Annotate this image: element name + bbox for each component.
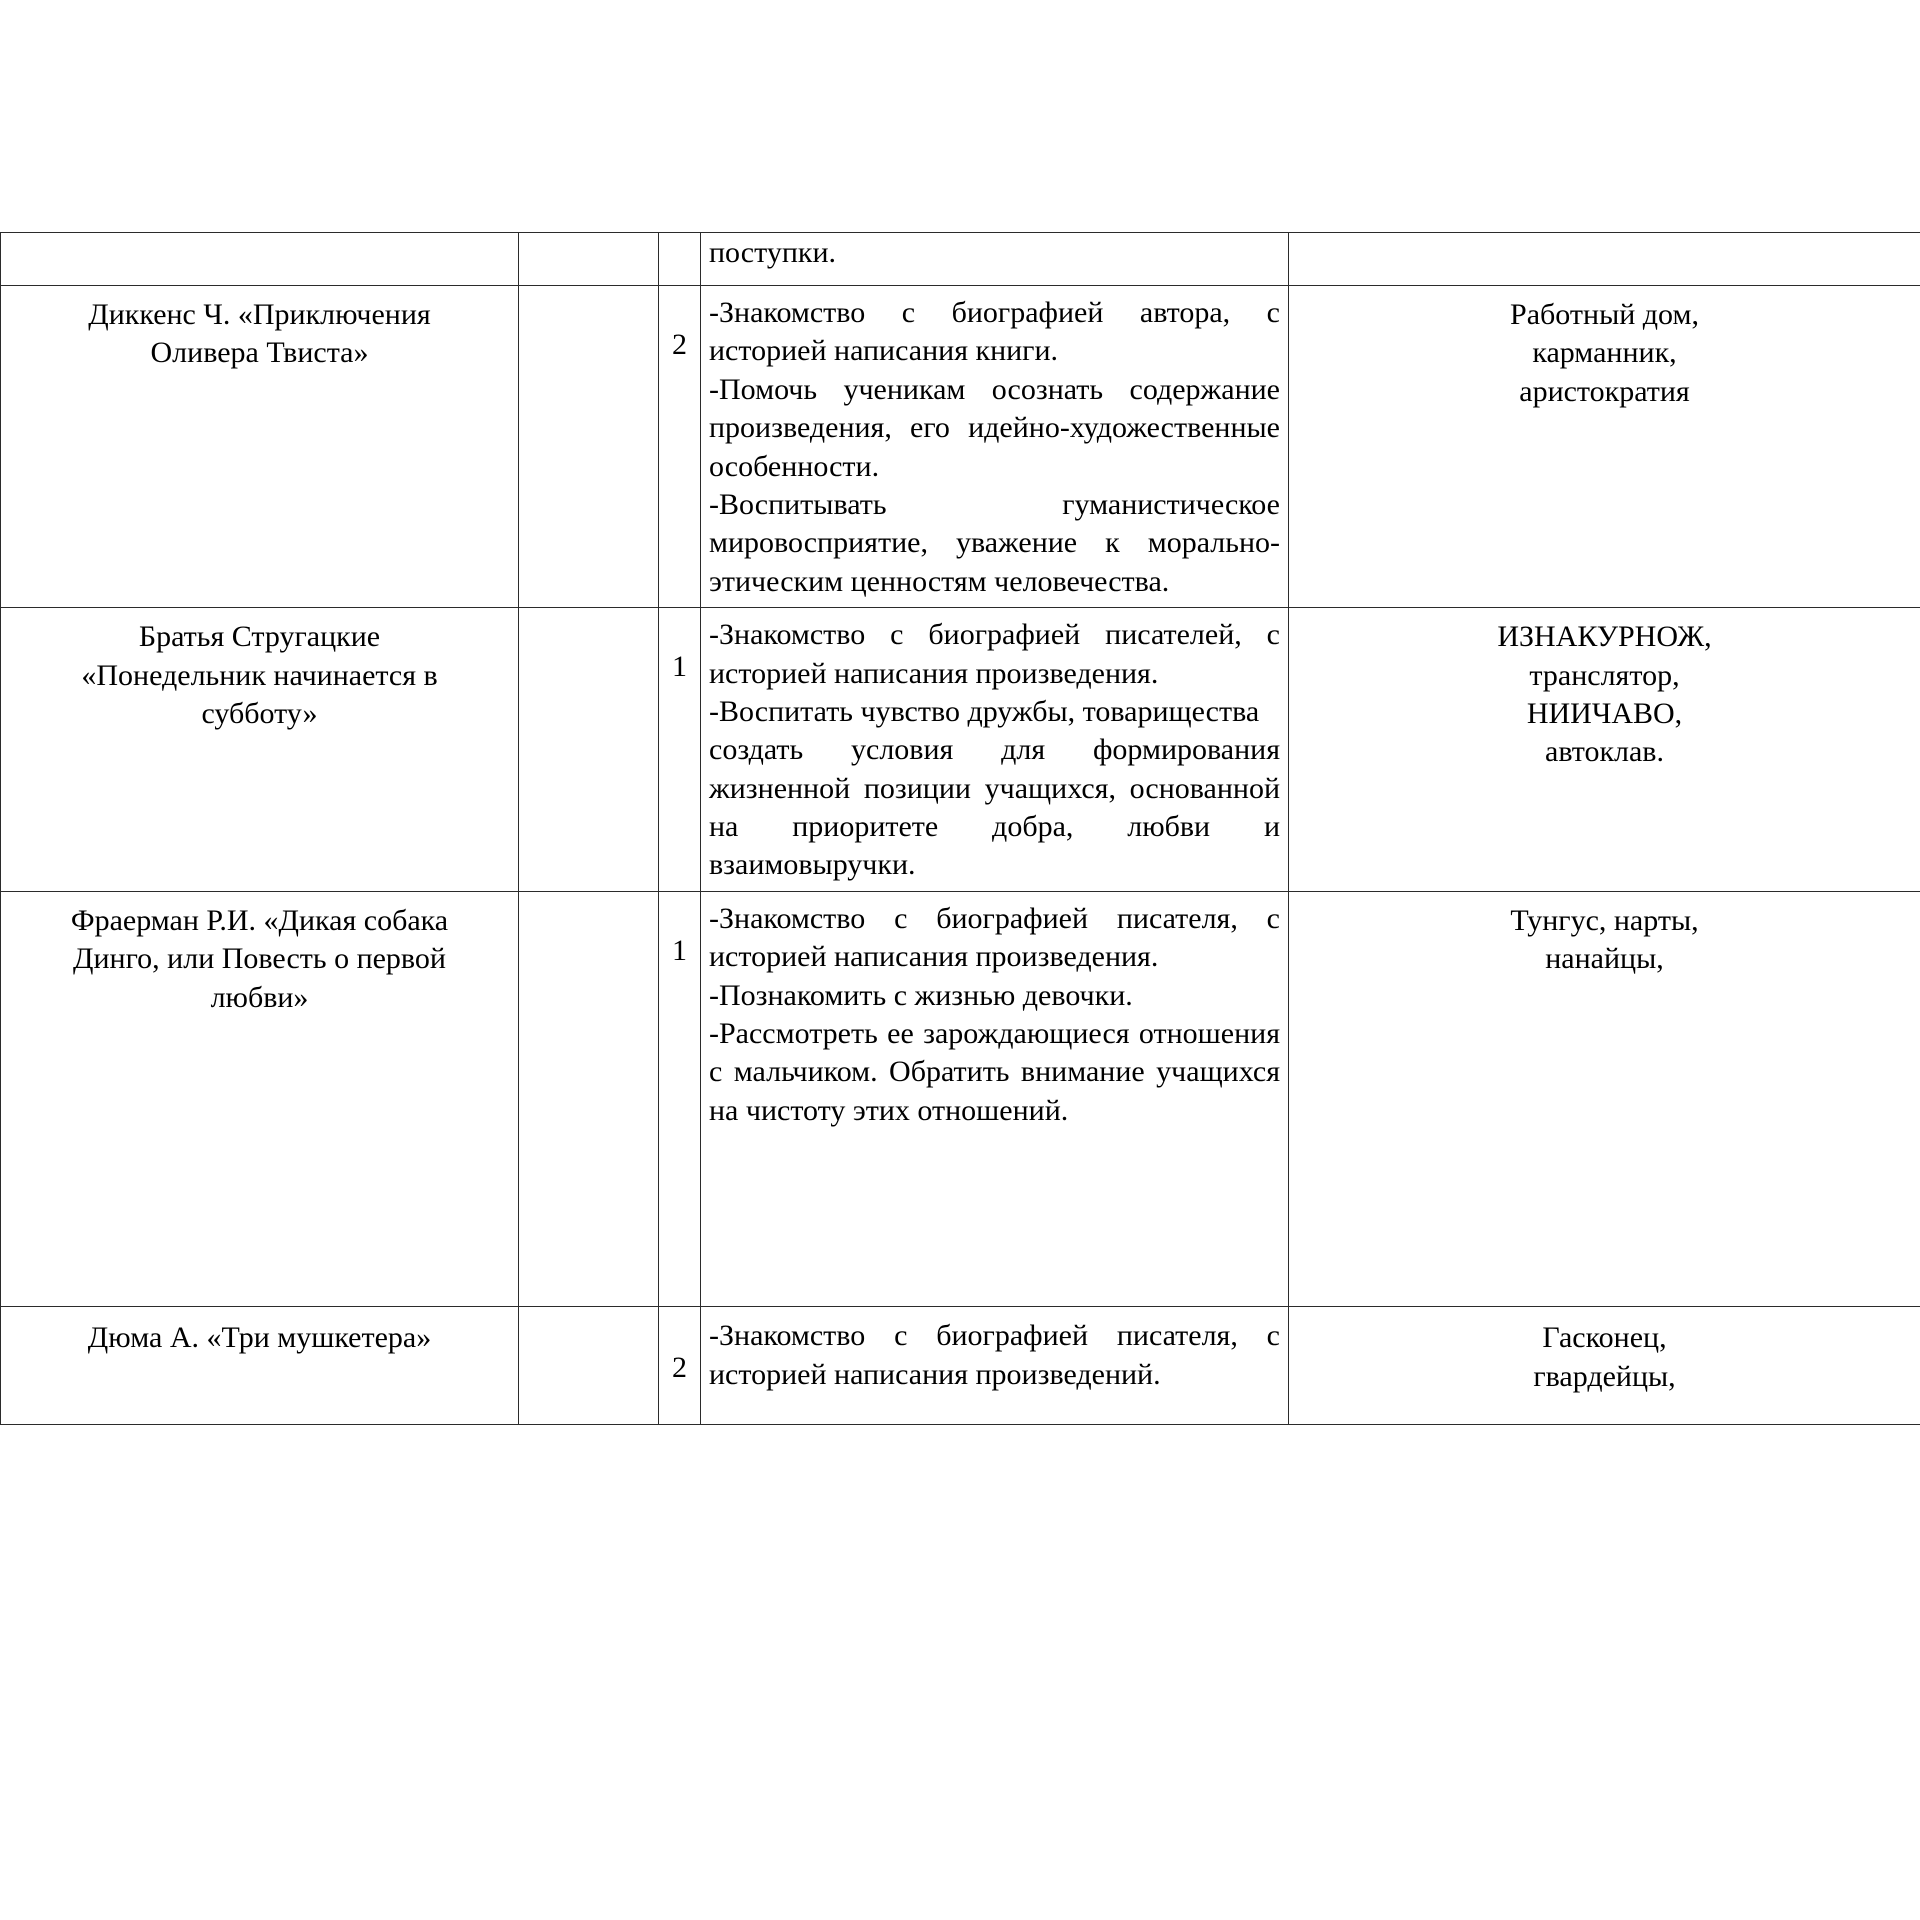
terms-line: Гасконец, [1542, 1321, 1667, 1355]
work-title-line: Братья Стругацкие [138, 620, 381, 654]
goals-paragraph: -Помочь ученикам осознать содержание произведения, его идейно-художественные особенности. [709, 372, 1280, 483]
terms-line: аристократия [1519, 374, 1690, 408]
terms-line: нанайцы, [1545, 942, 1664, 976]
lesson-plan-table-wrapper [0, 232, 1920, 1425]
cell-date [519, 608, 659, 892]
hours-value: 1 [672, 933, 687, 967]
table-row [1, 233, 1920, 286]
work-title-line: любви» [210, 980, 309, 1014]
goals-paragraph: -Познакомить с жизнью девочки. [709, 978, 1133, 1012]
goals-paragraph: -Воспитать чувство дружбы, товарищества [709, 694, 1260, 728]
lesson-plan-table [0, 232, 1920, 1425]
cell-terms [1289, 891, 1920, 1306]
work-title-line: субботу» [201, 696, 318, 730]
cell-work-title [1, 891, 519, 1306]
goals-paragraph: -Воспитывать гуманистическое мировосприятие, уважение к морально-этическим ценностям человечества. [709, 487, 1280, 598]
goals-paragraph: -Знакомство с биографией писателя, с историей написания произведения. [709, 901, 1280, 974]
terms-line: Работный дом, [1510, 298, 1699, 331]
terms-line: автоклав. [1545, 735, 1664, 769]
cell-filler [709, 1130, 1280, 1300]
cell-goals [701, 608, 1289, 892]
terms-line: ИЗНАКУРНОЖ, [1497, 620, 1712, 654]
cell-work-title [1, 233, 519, 286]
work-title-line: «Понедельник начинается в [81, 658, 438, 692]
terms-line: гвардейцы, [1533, 1359, 1676, 1393]
terms-line: НИИЧАВО, [1526, 696, 1683, 730]
cell-work-title [1, 608, 519, 892]
table-row [1, 1307, 1920, 1424]
hours-value: 2 [672, 328, 687, 361]
cell-work-title [1, 1307, 519, 1424]
cell-terms [1289, 233, 1920, 286]
cell-terms [1289, 608, 1920, 892]
goals-paragraph: -Знакомство с биографией писателей, с историей написания произведения. [709, 618, 1280, 690]
cell-work-title [1, 286, 519, 608]
cell-goals [701, 1307, 1289, 1424]
cell-hours [659, 891, 701, 1306]
hours-value: 1 [672, 650, 687, 684]
cell-hours [659, 1307, 701, 1424]
cell-date [519, 1307, 659, 1424]
goals-paragraph: -Знакомство с биографией автора, с историей написания книги. [709, 296, 1280, 368]
cell-terms [1289, 1307, 1920, 1424]
table-row [1, 286, 1920, 608]
work-title-line: Оливера Твиста» [150, 336, 369, 370]
cell-goals [701, 233, 1289, 286]
table-body [1, 233, 1920, 1425]
cell-hours [659, 233, 701, 286]
cell-goals [701, 286, 1289, 608]
work-title-line: Фраерман Р.И. «Дикая собака [70, 903, 449, 937]
hours-value: 2 [672, 1351, 687, 1385]
table-row [1, 608, 1920, 892]
goals-paragraph: -Рассмотреть ее зарождающиеся отношения с мальчиком. Обратить внимание учащихся на чистоту этих отношений. [709, 1017, 1280, 1127]
cell-date [519, 233, 659, 286]
terms-line: карманник, [1532, 336, 1677, 370]
cell-terms [1289, 286, 1920, 608]
work-title-line: Дюма А. «Три мушкетера» [87, 1321, 432, 1355]
work-title-line: Диккенс Ч. «Приключения [88, 298, 431, 331]
goals-paragraph: создать условия для формирования жизненной позиции учащихся, основанной на приоритете добра, любви и взаимовыручки. [709, 733, 1280, 882]
cell-goals [701, 891, 1289, 1306]
cell-hours [659, 608, 701, 892]
cell-hours [659, 286, 701, 608]
terms-line: транслятор, [1529, 658, 1680, 692]
goals-paragraph: -Знакомство с биографией писателя, с историей написания произведений. [709, 1319, 1280, 1391]
table-row [1, 891, 1920, 1306]
work-title-line: Динго, или Повесть о первой [73, 942, 446, 976]
cell-date [519, 891, 659, 1306]
cell-date [519, 286, 659, 608]
goals-line: поступки. [709, 236, 837, 269]
terms-line: Тунгус, нарты, [1510, 903, 1699, 937]
